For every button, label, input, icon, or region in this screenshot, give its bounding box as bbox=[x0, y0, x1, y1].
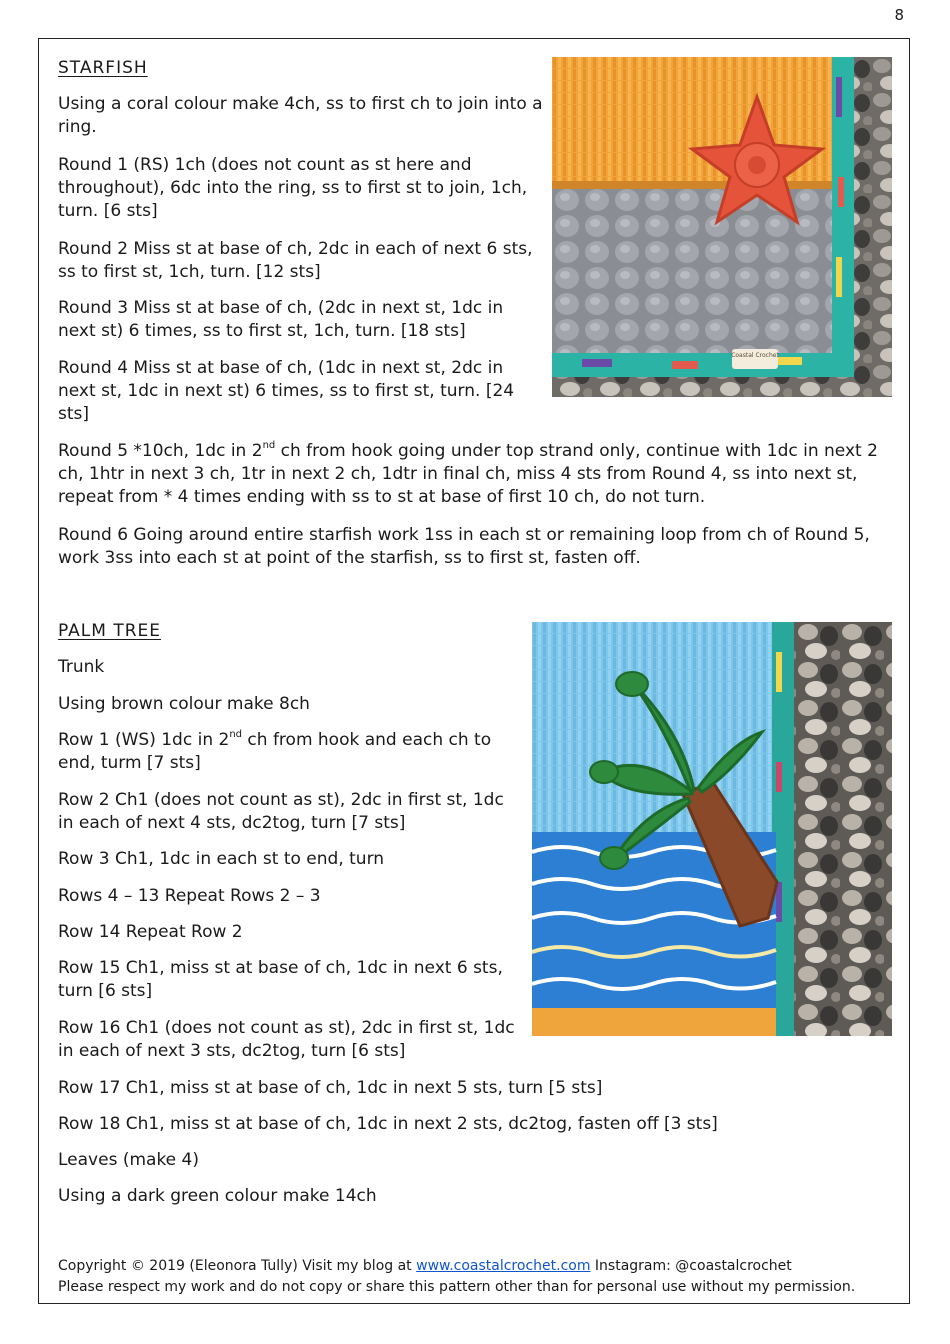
starfish-heading: STARFISH bbox=[58, 58, 148, 78]
trunk-intro: Using brown colour make 8ch bbox=[58, 694, 310, 714]
starfish-photo bbox=[552, 57, 892, 397]
starfish-round-4: Round 4 Miss st at base of ch, (1dc in next st, 2dc in next st, 1dc in next st) 6 times, ss to first st, turn. [24 sts] bbox=[58, 358, 515, 424]
trunk-row-18: Row 18 Ch1, miss st at base of ch, 1dc in next 2 sts, dc2tog, fasten off [3 sts] bbox=[58, 1114, 718, 1134]
trunk-row-16: Row 16 Ch1 (does not count as st), 2dc in first st, 1dc in each of next 3 sts, dc2tog, turn [6 sts] bbox=[58, 1018, 515, 1061]
trunk-row-3: Row 3 Ch1, 1dc in each st to end, turn bbox=[58, 849, 385, 869]
starfish-round-3: Round 3 Miss st at base of ch, (2dc in next st, 1dc in next st) 6 times, ss to first st, 1ch, turn. [18 sts] bbox=[58, 298, 504, 341]
trunk-row-17: Row 17 Ch1, miss st at base of ch, 1dc in next 5 sts, turn [5 sts] bbox=[58, 1078, 603, 1098]
trunk-row-1: Row 1 (WS) 1dc in 2nd ch from hook and each ch to end, turm [7 sts] bbox=[58, 729, 492, 773]
page-number: 8 bbox=[894, 6, 904, 24]
starfish-round-6: Round 6 Going around entire starfish work 1ss in each st or remaining loop from ch of Round 5, work 3ss into each st at point of the starfish, ss to first st, fasten off. bbox=[58, 525, 870, 568]
footer-line-1: Copyright © 2019 (Eleonora Tully) Visit my blog at www.coastalcrochet.com Instagram: @coastalcrochet bbox=[58, 1258, 792, 1274]
footer-line-2: Please respect my work and do not copy or share this pattern other than for personal use without my permission. bbox=[58, 1279, 856, 1295]
palm-tree-photo bbox=[532, 622, 892, 1036]
blog-link[interactable]: www.coastalcrochet.com bbox=[416, 1258, 591, 1274]
palm-tree-heading: PALM TREE bbox=[58, 621, 162, 641]
starfish-round-1: Round 1 (RS) 1ch (does not count as st here and throughout), 6dc into the ring, ss to first st to join, 1ch, turn. [6 sts] bbox=[58, 155, 528, 221]
starfish-round-2: Round 2 Miss st at base of ch, 2dc in each of next 6 sts, ss to first st, 1ch, turn. [12 sts] bbox=[58, 239, 533, 282]
coastal-crochet-tag-label: Coastal Crochet bbox=[731, 352, 779, 359]
trunk-rows-4-13: Rows 4 – 13 Repeat Rows 2 – 3 bbox=[58, 886, 321, 906]
leaves-subheading: Leaves (make 4) bbox=[58, 1150, 199, 1170]
starfish-round-5: Round 5 *10ch, 1dc in 2nd ch from hook going under top strand only, continue with 1dc in next 2 ch, 1htr in next 3 ch, 1tr in next 2 ch, 1dtr in final ch, miss 4 sts from Round 4, ss into next st, repeat from * 4 times ending with ss to st at base of first 10 ch, do not turn. bbox=[58, 440, 878, 507]
trunk-row-15: Row 15 Ch1, miss st at base of ch, 1dc in next 6 sts, turn [6 sts] bbox=[58, 958, 503, 1001]
trunk-subheading: Trunk bbox=[58, 657, 105, 677]
starfish-intro: Using a coral colour make 4ch, ss to first ch to join into a ring. bbox=[58, 94, 543, 137]
copyright-footer bbox=[58, 1256, 855, 1298]
trunk-row-14: Row 14 Repeat Row 2 bbox=[58, 922, 243, 942]
trunk-row-2: Row 2 Ch1 (does not count as st), 2dc in first st, 1dc in each of next 4 sts, dc2tog, turn [7 sts] bbox=[58, 790, 504, 833]
leaves-intro: Using a dark green colour make 14ch bbox=[58, 1186, 377, 1206]
